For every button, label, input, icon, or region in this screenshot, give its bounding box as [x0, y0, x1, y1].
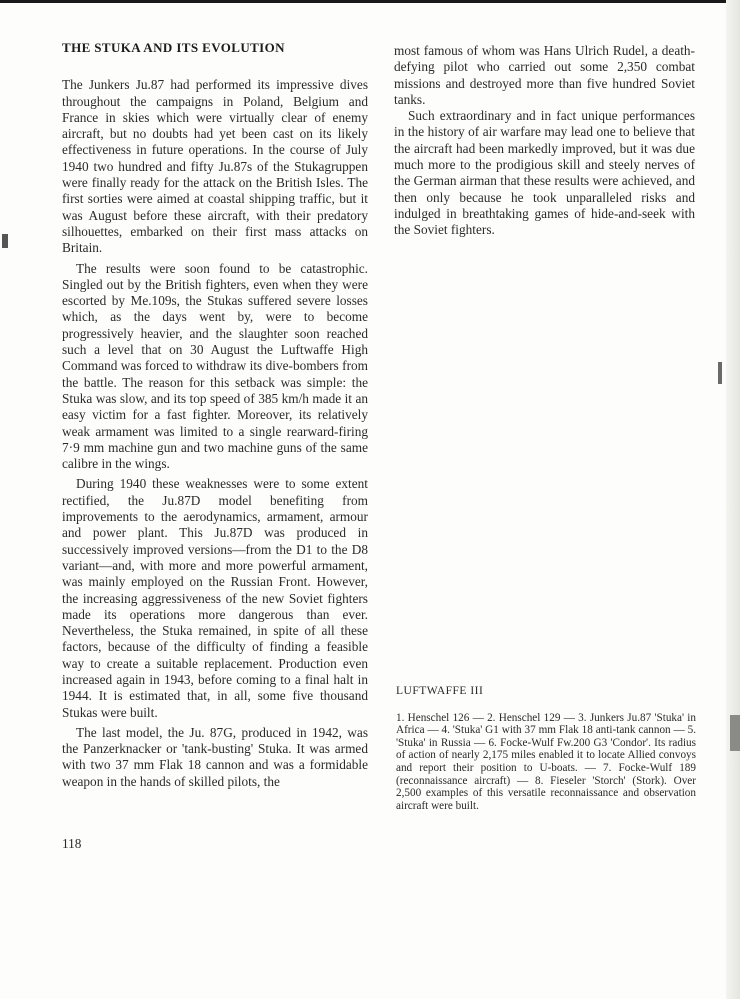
- paragraph-6: Such extraordinary and in fact unique performances in the history of air warfare may lead one to believe that the aircraft had been markedly improved, but it was due much more to the prodigious skill and steely nerves of the German airman that these results were achieved, and then only because he took unparalleled risks and indulged in breathtaking games of hide-and-seek with the Soviet fighters.: [394, 108, 695, 238]
- paragraph-3: During 1940 these weaknesses were to some extent rectified, the Ju.87D model benefiting from improvements to the aerodynamics, armament, armour and power plant. This Ju.87D was produced in successively improved versions—from the D1 to the D8 variant—and, with more and more powerful armament, was mainly employed on the Russian Front. However, the increasing aggressiveness of the new Soviet fighters made its operations more dangerous than ever. Nevertheless, the Stuka remained, in spite of all these factors, because of the difficulty of finding a feasible way to create a suitable replacement. Production even increased again in 1943, before coming to a final halt in 1944. It is estimated that, in all, some five thousand Stukas were built.: [62, 476, 368, 720]
- paragraph-5: most famous of whom was Hans Ulrich Rudel, a death-defying pilot who carried out some 2,350 combat missions and destroyed more than five hundred Soviet tanks.: [394, 43, 695, 107]
- right-text-column: [394, 43, 695, 239]
- plate-caption: [396, 685, 696, 812]
- article-title: THE STUKA AND ITS EVOLUTION: [62, 40, 285, 55]
- left-text-column: [62, 40, 368, 790]
- page-number: 118: [62, 836, 82, 851]
- paragraph-1: The Junkers Ju.87 had performed its impressive dives throughout the campaigns in Poland, Belgium and France in skies which were virtually clear of enemy aircraft, but no doubts had yet been cast on its likely effectiveness in future operations. In the course of July 1940 two hundred and fifty Ju.87s of the Stukagruppen were finally ready for the attack on the British Isles. The first sorties were aimed at coastal shipping traffic, but it was August before these aircraft, with their predatory silhouettes, embarked on their first mass attacks on Britain.: [62, 77, 368, 256]
- edge-mark: [2, 234, 8, 248]
- top-border-rule: [0, 0, 740, 3]
- caption-text: 1. Henschel 126 — 2. Henschel 129 — 3. Junkers Ju.87 'Stuka' in Africa — 4. 'Stuka' G1 with 37 mm Flak 18 anti-tank cannon — 5. 'Stuka' in Russia — 6. Focke-Wulf Fw.200 G3 'Condor'. Its radius of action of nearly 2,175 miles enabled it to locate Allied convoys and report their position to U-boats. — 7. Focke-Wulf 189 (reconnaissance aircraft) — 8. Fieseler 'Storch' (Stork). Over 2,500 examples of this versatile reconnaissance and observation aircraft were built.: [396, 711, 696, 812]
- paragraph-4: The last model, the Ju. 87G, produced in 1942, was the Panzerknacker or 'tank-busting' Stuka. It was armed with two 37 mm Flak 18 cannon and was a formidable weapon in the hands of skilled pilots, the: [62, 724, 368, 789]
- edge-mark: [718, 362, 722, 384]
- caption-heading: LUFTWAFFE III: [396, 685, 484, 697]
- paragraph-2: The results were soon found to be catastrophic. Singled out by the British fighters, even when they were escorted by Me.109s, the Stukas suffered severe losses which, as the days went by, were to become progressively heavier, and the slaughter soon reached such a level that on 30 August the Luftwaffe High Command was forced to withdraw its dive-bombers from the battle. The reason for this setback was simple: the Stuka was slow, and its top speed of 385 km/h made it an easy victim for a fast fighter. Moreover, its relatively weak armament was limited to a single rearward-firing 7·9 mm machine gun and two machine guns of the same calibre in the wings.: [62, 260, 368, 472]
- edge-mark: [730, 715, 740, 751]
- page-edge-shadow: [726, 0, 740, 999]
